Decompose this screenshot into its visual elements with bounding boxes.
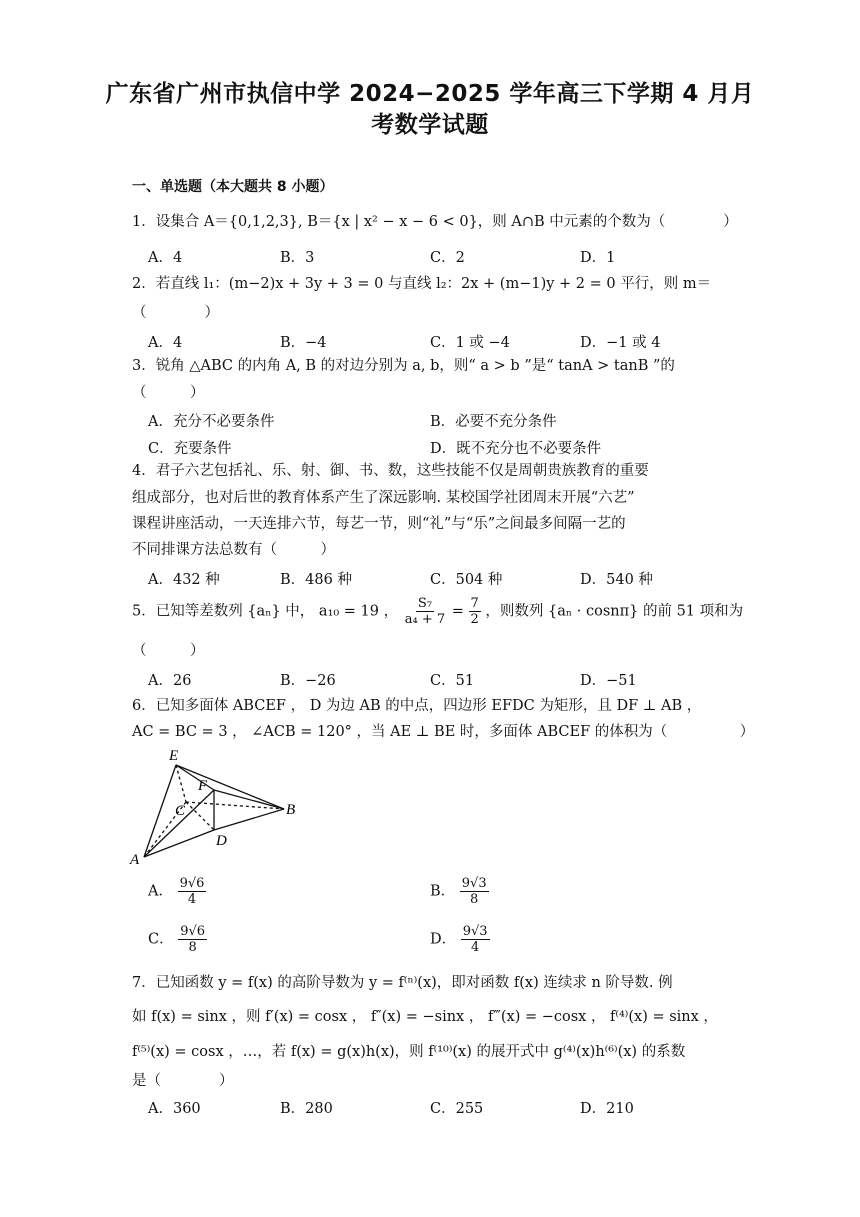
q1-option-c: C．2 <box>430 250 465 266</box>
q5-fraction <box>403 596 447 627</box>
page-title-line1: 广东省广州市执信中学 2024−2025 学年高三下学期 4 月月 <box>105 81 755 107</box>
edge-ad <box>144 830 214 857</box>
q1-option-d: D．1 <box>580 250 616 266</box>
q5-post: ，则数列 {aₙ · cosnπ} 的前 51 项和为 <box>485 603 744 620</box>
q5-pre: 5．已知等差数列 {aₙ} 中， a₁₀ = 19 ， <box>132 603 399 620</box>
q4-option-b: B．486 种 <box>280 572 352 588</box>
q3-option-c: C．充要条件 <box>148 441 232 457</box>
q5-option-a: A．26 <box>148 673 192 689</box>
question-4-line1: 4．君子六艺包括礼、乐、射、御、书、数，这些技能不仅是周朝贵族教育的重要 <box>132 463 649 479</box>
q5-option-c: C．51 <box>430 673 475 689</box>
q7-option-a: A．360 <box>148 1101 201 1117</box>
edge-fb <box>214 790 284 809</box>
q5-rhs-den: 2 <box>470 612 479 627</box>
q5-frac-num: S₇ <box>417 596 432 611</box>
polyhedron-figure <box>128 745 303 865</box>
q4-option-c: C．504 种 <box>430 572 503 588</box>
q6-option-a: A． $\frac{9√6}{4}$ <box>148 876 205 907</box>
question-4-line3: 课程讲座活动，一天连排六节，每艺一节，则“礼”与“乐”之间最多间隔一艺的 <box>132 516 626 532</box>
q4-option-d: D．540 种 <box>580 572 653 588</box>
label-c: C <box>175 803 186 819</box>
question-2-paren: （ ） <box>132 305 219 321</box>
label-a: A <box>130 852 140 865</box>
q6-option-c-fraction: $\frac{9√6}{8}$ <box>180 924 206 955</box>
question-3-text: 3．锐角 △ABC 的内角 A, B 的对边分别为 a, b，则“ a > b ”是“ tanA > tanB ”的 <box>132 358 675 374</box>
question-6-line2: AC = BC = 3 ， ∠ACB = 120° ，当 AE ⊥ BE 时，多面体 ABCEF 的体积为（ ） <box>132 724 755 740</box>
q2-option-d: D．−1 或 4 <box>580 335 661 351</box>
question-7-line3: f⁽⁵⁾(x) = cosx ，…，若 f(x) = g(x)h(x)，则 f⁽¹⁰⁾(x) 的展开式中 g⁽⁴⁾(x)h⁽⁶⁾(x) 的系数 <box>132 1044 686 1060</box>
question-2-text: 2．若直线 l₁：(m−2)x + 3y + 3 = 0 与直线 l₂：2x + (m−1)y + 2 = 0 平行，则 m＝ <box>132 276 712 292</box>
question-7-line1: 7．已知函数 y = f(x) 的高阶导数为 y = f⁽ⁿ⁾(x)，即对函数 f(x) 连续求 n 阶导数. 例 <box>132 975 673 991</box>
q6-option-d: D． $\frac{9√3}{4}$ <box>430 924 488 955</box>
edge-db <box>214 809 284 830</box>
edge-ae <box>144 765 176 857</box>
label-e: E <box>169 748 179 764</box>
q5-option-d: D．−51 <box>580 673 637 689</box>
label-f: F <box>198 778 208 794</box>
q2-option-a: A．4 <box>148 335 183 351</box>
question-5-text <box>132 596 743 627</box>
q6-option-b-fraction: $\frac{9√3}{8}$ <box>461 876 487 907</box>
question-7-line4: 是（ ） <box>132 1073 234 1089</box>
q6-option-b: B． $\frac{9√3}{8}$ <box>430 876 487 907</box>
edge-fa <box>144 790 214 857</box>
q7-option-b: B．280 <box>280 1101 333 1117</box>
question-7-line2: 如 f(x) = sinx ，则 f′(x) = cosx ， f″(x) = −sinx ， f‴(x) = −cosx ， f⁽⁴⁾(x) = sinx ， <box>132 1009 718 1025</box>
q6-option-a-fraction: $\frac{9√6}{4}$ <box>179 876 205 907</box>
q1-option-b: B．3 <box>280 250 315 266</box>
q4-option-a: A．432 种 <box>148 572 220 588</box>
q3-option-a: A．充分不必要条件 <box>148 414 275 430</box>
q5-frac-den: a₄ + 7 <box>404 612 446 627</box>
q5-rhs-fraction <box>469 596 481 627</box>
q5-rhs-num: 7 <box>470 596 479 611</box>
question-5-paren: （ ） <box>132 643 205 659</box>
question-1-text: 1．设集合 A＝{0,1,2,3}, B＝{x | x² − x − 6 < 0}，则 A∩B 中元素的个数为（ ） <box>132 214 738 230</box>
question-4-line4: 不同排课方法总数有（ ） <box>132 542 335 558</box>
question-4-line2: 组成部分，也对后世的教育体系产生了深远影响. 某校国学社团周末开展“六艺” <box>132 490 635 506</box>
q2-option-b: B．−4 <box>280 335 327 351</box>
q6-option-c: C． $\frac{9√6}{8}$ <box>148 924 206 955</box>
q2-option-c: C．1 或 −4 <box>430 335 510 351</box>
page-title-line2: 考数学试题 <box>371 112 489 138</box>
label-b: B <box>286 802 296 818</box>
q6-option-d-fraction: $\frac{9√3}{4}$ <box>462 924 488 955</box>
q5-option-b: B．−26 <box>280 673 336 689</box>
q1-option-a: A．4 <box>148 250 183 266</box>
q3-option-b: B．必要不充分条件 <box>430 414 557 430</box>
edge-cd-hidden <box>186 802 214 830</box>
section-heading: 一、单选题（本大题共 8 小题） <box>132 179 334 195</box>
q7-option-c: C．255 <box>430 1101 484 1117</box>
question-6-line1: 6．已知多面体 ABCEF ， D 为边 AB 的中点，四边形 EFDC 为矩形，且 DF ⊥ AB ， <box>132 698 702 714</box>
q7-option-d: D．210 <box>580 1101 634 1117</box>
q5-eq: = <box>451 603 464 620</box>
label-d: D <box>216 833 227 849</box>
q3-option-d: D．既不充分也不必要条件 <box>430 441 602 457</box>
question-3-paren: （ ） <box>132 385 205 401</box>
